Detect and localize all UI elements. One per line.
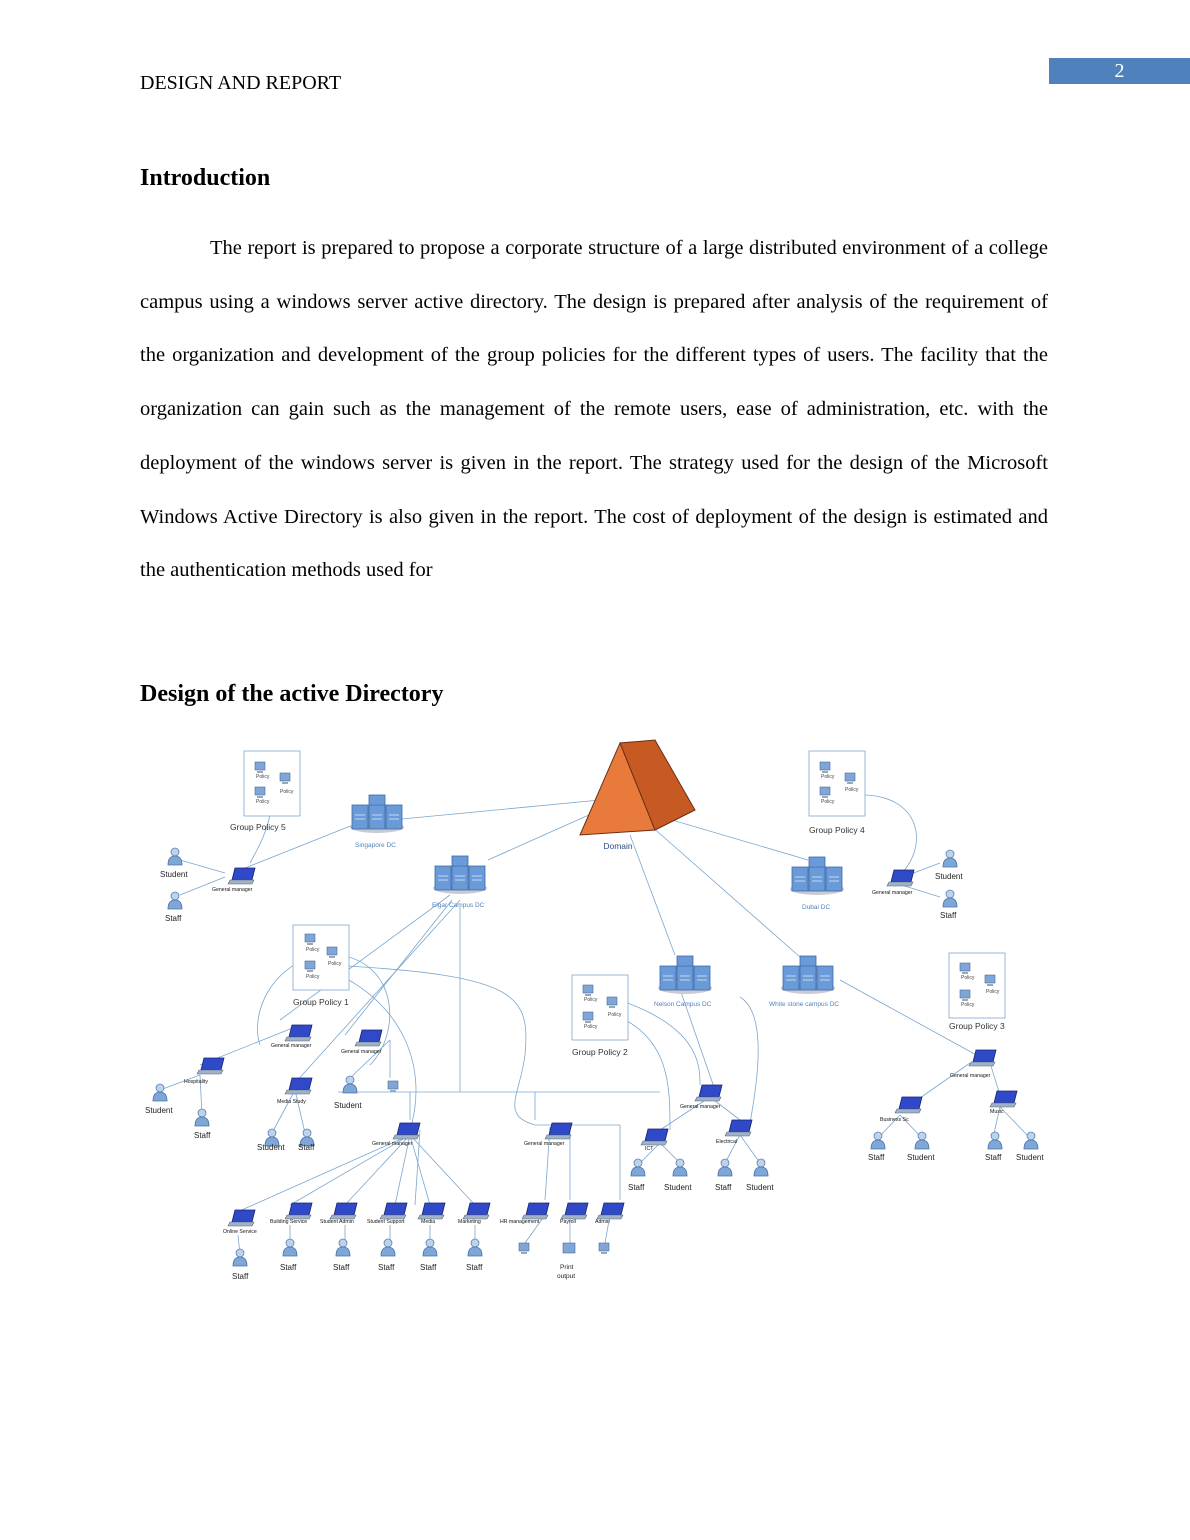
department-label: Student Support bbox=[367, 1219, 405, 1225]
student-label: Student bbox=[160, 870, 188, 879]
general-manager-label: General manager bbox=[271, 1043, 312, 1049]
people bbox=[153, 848, 1038, 1266]
general-manager-label: General manager bbox=[524, 1141, 565, 1147]
staff-label: Staff bbox=[165, 914, 182, 923]
group-policy-3-label: Group Policy 3 bbox=[949, 1021, 1005, 1031]
student-label: Student bbox=[664, 1183, 692, 1192]
department-label: Music bbox=[990, 1109, 1004, 1115]
student-label: Student bbox=[907, 1153, 935, 1162]
introduction-heading: Introduction bbox=[140, 165, 271, 191]
active-directory-diagram bbox=[140, 735, 1060, 1295]
department-label: HR management bbox=[500, 1219, 540, 1225]
policy-label: Policy bbox=[256, 799, 270, 805]
domain-icon bbox=[580, 740, 695, 835]
elgar-campus-dc-icon bbox=[433, 856, 487, 894]
department-label: Student Admin bbox=[320, 1219, 354, 1225]
page-number: 2 bbox=[1049, 58, 1190, 84]
dubai-dc-label: Dubai DC bbox=[802, 904, 831, 911]
general-manager-label: General manager bbox=[212, 887, 253, 893]
staff-label: Staff bbox=[868, 1153, 885, 1162]
department-label: Admin bbox=[595, 1219, 610, 1225]
group-policy-1-box bbox=[293, 925, 349, 990]
general-manager-label: General manager bbox=[872, 890, 913, 896]
staff-label: Staff bbox=[298, 1143, 315, 1152]
department-label: Media bbox=[421, 1219, 436, 1225]
department-label: Hospitality bbox=[184, 1079, 208, 1085]
policy-label: Policy bbox=[845, 787, 859, 793]
staff-label: Staff bbox=[333, 1263, 350, 1272]
singapore-dc-label: Singapore DC bbox=[355, 842, 396, 849]
staff-label: Staff bbox=[194, 1131, 211, 1140]
department-label: Marketing bbox=[458, 1219, 481, 1225]
general-manager-label: General manager bbox=[950, 1073, 991, 1079]
department-label: Online Service bbox=[223, 1229, 257, 1235]
policy-label: Policy bbox=[986, 989, 1000, 995]
devices bbox=[388, 1081, 609, 1254]
staff-label: Staff bbox=[378, 1263, 395, 1272]
white-stone-campus-dc-label: White stone campus DC bbox=[769, 1001, 840, 1008]
white-stone-campus-dc-icon bbox=[781, 956, 835, 994]
print-output-label: output bbox=[557, 1273, 576, 1280]
policy-label: Policy bbox=[821, 774, 835, 780]
design-heading: Design of the active Directory bbox=[140, 681, 444, 707]
department-label: Electrical bbox=[716, 1139, 738, 1145]
department-label: Building Service bbox=[270, 1219, 308, 1225]
staff-label: Staff bbox=[232, 1272, 249, 1281]
elgar-campus-dc-label: Elgar Campus DC bbox=[432, 902, 485, 909]
staff-label: Staff bbox=[466, 1263, 483, 1272]
staff-label: Staff bbox=[985, 1153, 1002, 1162]
policy-label: Policy bbox=[961, 1002, 975, 1008]
general-manager-label: General manager bbox=[372, 1141, 413, 1147]
policy-label: Policy bbox=[328, 961, 342, 967]
policy-label: Policy bbox=[584, 997, 598, 1003]
student-label: Student bbox=[257, 1143, 285, 1152]
staff-label: Staff bbox=[715, 1183, 732, 1192]
group-policy-4-label: Group Policy 4 bbox=[809, 825, 865, 835]
general-manager-label: General manager bbox=[680, 1104, 721, 1110]
nelson-campus-dc-label: Nelson Campus DC bbox=[654, 1001, 712, 1008]
student-label: Student bbox=[1016, 1153, 1044, 1162]
singapore-dc-icon bbox=[350, 795, 404, 833]
dubai-dc-icon bbox=[790, 857, 844, 895]
staff-label: Staff bbox=[420, 1263, 437, 1272]
domain-label: Domain bbox=[603, 841, 633, 851]
general-manager-label: General manager bbox=[341, 1049, 382, 1055]
staff-label: Staff bbox=[628, 1183, 645, 1192]
department-label: Media Study bbox=[277, 1099, 306, 1105]
student-label: Student bbox=[334, 1101, 362, 1110]
group-policy-5-box bbox=[244, 751, 300, 816]
introduction-paragraph: The report is prepared to propose a corporate structure of a large distributed environment of a college campus using a windows server active directory. The design is prepared after analysis of the requirement of the organization and development of the group policies for the different types of users. The facility that the organization can gain such as the management of the remote users, ease of administration, etc. with the deployment of the windows server is given in the report. The strategy used for the design of the Microsoft Windows Active Directory is also given in the report. The cost of deployment of the design is estimated and the authentication methods used for bbox=[140, 237, 1048, 582]
staff-label: Staff bbox=[940, 911, 957, 920]
staff-label: Staff bbox=[280, 1263, 297, 1272]
policy-label: Policy bbox=[306, 947, 320, 953]
student-label: Student bbox=[746, 1183, 774, 1192]
running-head: DESIGN AND REPORT bbox=[140, 72, 342, 94]
nelson-campus-dc-icon bbox=[658, 956, 712, 994]
policy-label: Policy bbox=[961, 975, 975, 981]
department-label: Business Sc bbox=[880, 1117, 909, 1123]
student-label: Student bbox=[935, 872, 963, 881]
group-policy-4-box bbox=[809, 751, 865, 816]
student-label: Student bbox=[145, 1106, 173, 1115]
group-policy-1-label: Group Policy 1 bbox=[293, 997, 349, 1007]
policy-label: Policy bbox=[821, 799, 835, 805]
group-policy-3-box bbox=[949, 953, 1005, 1018]
policy-label: Policy bbox=[306, 974, 320, 980]
group-policy-5-label: Group Policy 5 bbox=[230, 822, 286, 832]
department-label: Payroll bbox=[560, 1219, 576, 1225]
print-output-label: Print bbox=[560, 1264, 574, 1271]
group-policy-2-box bbox=[572, 975, 628, 1040]
group-policy-2-label: Group Policy 2 bbox=[572, 1047, 628, 1057]
policy-label: Policy bbox=[256, 774, 270, 780]
policy-label: Policy bbox=[584, 1024, 598, 1030]
policy-label: Policy bbox=[280, 789, 294, 795]
department-label: ICT bbox=[645, 1146, 654, 1152]
policy-label: Policy bbox=[608, 1012, 622, 1018]
